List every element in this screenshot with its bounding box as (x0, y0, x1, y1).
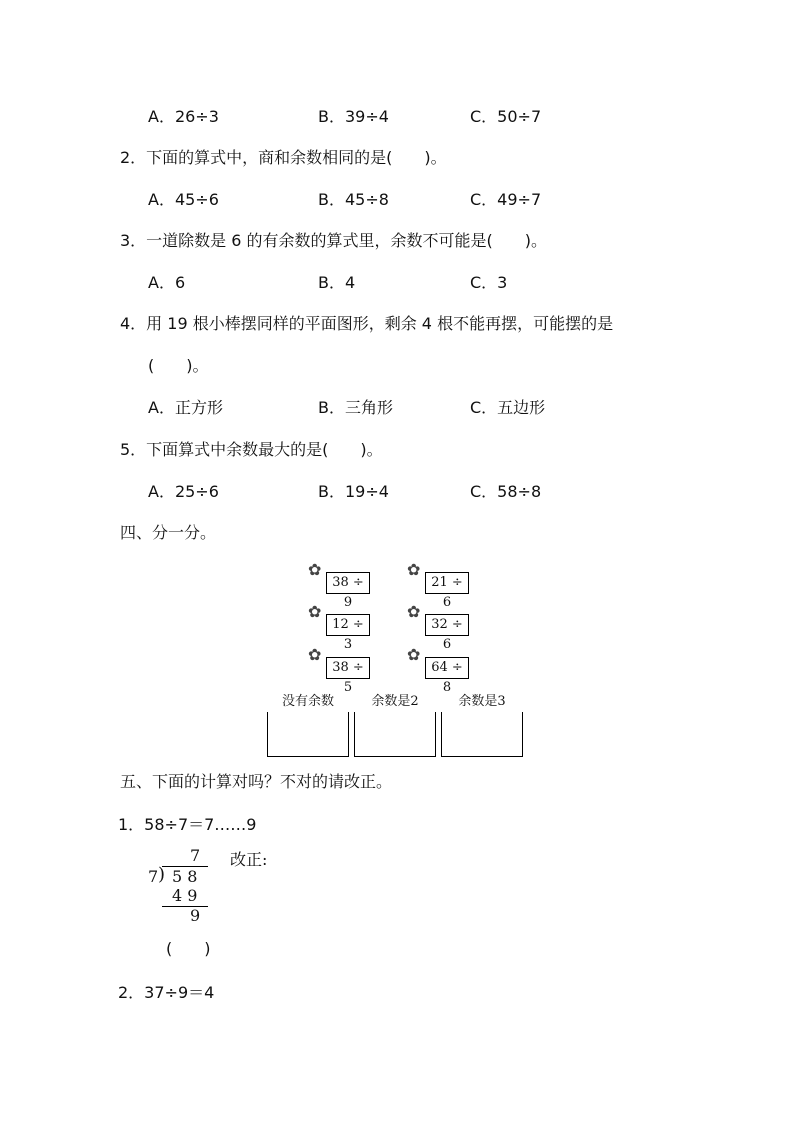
flower-icon: ✿ (308, 560, 322, 579)
flower-icon: ✿ (308, 602, 322, 621)
sort-bin-remainder-3[interactable] (441, 712, 523, 757)
flower-icon: ✿ (407, 645, 421, 664)
long-division-divisor: 7 (148, 867, 159, 886)
question-2: 2．下面的算式中，商和余数相同的是( )。 (120, 148, 447, 167)
long-division-dividend: 5 8 (172, 867, 198, 886)
q1-option-c: C．50÷7 (470, 107, 542, 126)
flower-icon: ✿ (407, 560, 421, 579)
division-card[interactable]: 38 ÷ 9 (326, 572, 370, 594)
question-5: 5．下面算式中余数最大的是( )。 (120, 440, 383, 459)
long-division-remainder: 9 (190, 906, 201, 925)
q4-option-b: B．三角形 (318, 398, 393, 417)
division-card[interactable]: 38 ÷ 5 (326, 657, 370, 679)
q4-option-c: C．五边形 (470, 398, 546, 417)
q1-option-a: A．26÷3 (148, 107, 219, 126)
sort-bin-no-remainder[interactable] (267, 712, 349, 757)
question-4-cont: ( )。 (148, 356, 209, 375)
q5-option-a: A．25÷6 (148, 482, 219, 501)
category-label-no-remainder: 没有余数 (281, 694, 334, 709)
q4-option-a: A．正方形 (148, 398, 223, 417)
answer-paren[interactable]: ( ) (166, 939, 211, 958)
question-3: 3．一道除数是 6 的有余数的算式里，余数不可能是( )。 (120, 231, 548, 250)
section-5-item-1: 1．58÷7＝7……9 (118, 815, 257, 834)
q5-option-b: B．19÷4 (318, 482, 389, 501)
q3-option-a: A．6 (148, 273, 186, 292)
long-division-bracket: ) (158, 864, 166, 885)
q2-option-c: C．49÷7 (470, 190, 542, 209)
q3-option-c: C．3 (470, 273, 508, 292)
long-division-product: 4 9 (172, 886, 198, 905)
division-card[interactable]: 12 ÷ 3 (326, 614, 370, 636)
question-4: 4．用 19 根小棒摆同样的平面图形，剩余 4 根不能再摆，可能摆的是 (120, 314, 614, 333)
q2-option-a: A．45÷6 (148, 190, 219, 209)
section-5-title: 五、下面的计算对吗？不对的请改正。 (120, 772, 393, 791)
division-card[interactable]: 64 ÷ 8 (425, 657, 469, 679)
correction-label: 改正: (230, 850, 268, 869)
long-division-quotient: 7 (190, 846, 201, 865)
division-card[interactable]: 32 ÷ 6 (425, 614, 469, 636)
section-4-title: 四、分一分。 (120, 523, 217, 542)
section-5-item-2: 2．37÷9＝4 (118, 983, 215, 1002)
q5-option-c: C．58÷8 (470, 482, 542, 501)
category-label-remainder-2: 余数是2 (371, 694, 419, 709)
division-card[interactable]: 21 ÷ 6 (425, 572, 469, 594)
sort-bin-remainder-2[interactable] (354, 712, 436, 757)
q1-option-b: B．39÷4 (318, 107, 389, 126)
flower-icon: ✿ (308, 645, 322, 664)
q2-option-b: B．45÷8 (318, 190, 389, 209)
q3-option-b: B．4 (318, 273, 356, 292)
long-division-subtract-line (162, 906, 208, 907)
flower-icon: ✿ (407, 602, 421, 621)
category-label-remainder-3: 余数是3 (458, 694, 506, 709)
